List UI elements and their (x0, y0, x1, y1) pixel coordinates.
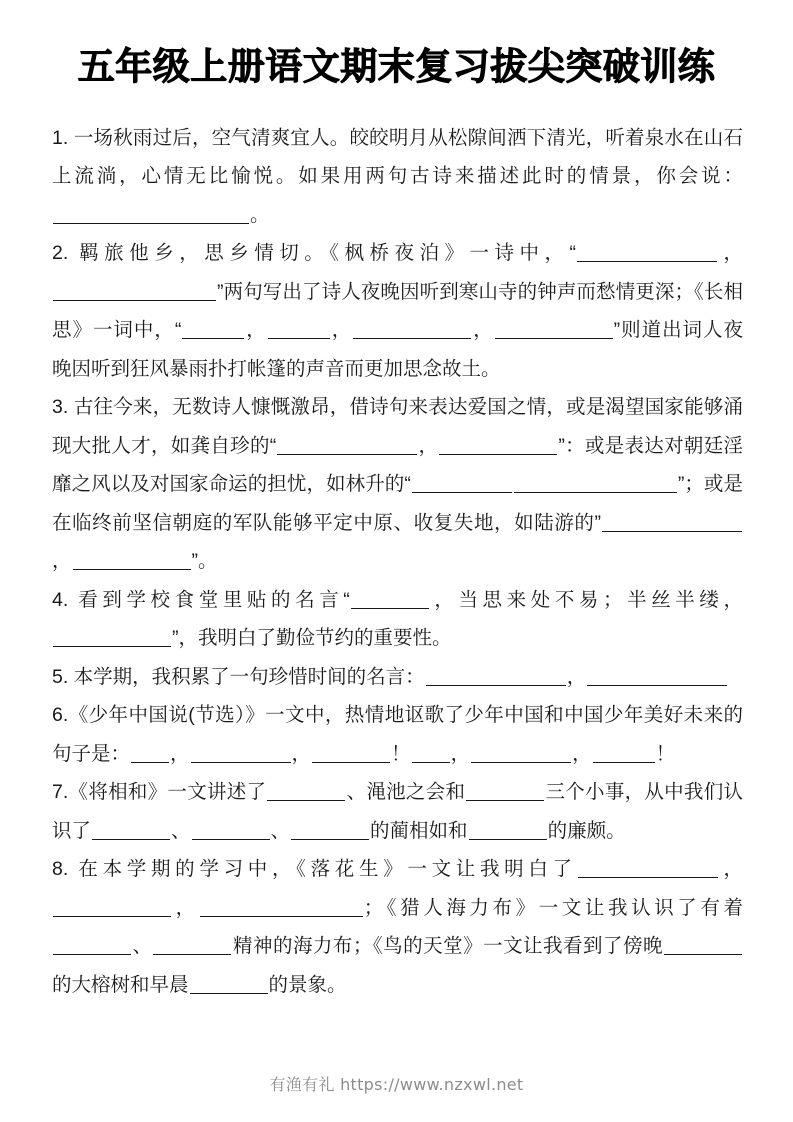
question-text: ”；或是在临终前坚信朝庭的军队能够平定中原、收复失地，如陆游的” (52, 473, 744, 534)
answer-blank[interactable] (153, 937, 231, 955)
answer-blank[interactable] (466, 783, 544, 801)
question-text: ， (572, 742, 592, 765)
answer-blank[interactable] (53, 629, 171, 647)
answer-blank[interactable] (53, 206, 249, 224)
question-text: ，当思来处不易；半丝半缕， (429, 588, 743, 611)
question-text: 7.《将相和》一文讲述了 (52, 781, 267, 804)
answer-blank[interactable] (267, 783, 345, 801)
question-list (0, 119, 793, 1005)
answer-blank[interactable] (353, 321, 471, 339)
answer-blank[interactable] (351, 591, 429, 609)
question-text: ”：或是表达对朝廷淫靡之风以及对国家命运的担忧，如林升的“ (52, 434, 743, 496)
answer-blank[interactable] (587, 668, 727, 686)
answer-blank[interactable] (53, 937, 131, 955)
answer-blank[interactable] (268, 321, 330, 339)
question-text: 的景象。 (268, 973, 347, 996)
question-7 (52, 773, 743, 850)
question-text: ， (566, 665, 587, 688)
question-text: ， (418, 434, 439, 457)
answer-blank[interactable] (412, 745, 450, 763)
question-text: 8. 在本学期的学习中，《落花生》一文让我明白了 (52, 858, 577, 881)
question-text: ， (170, 742, 190, 765)
question-text: 三个小事，从中我们认识了 (52, 781, 743, 842)
answer-blank[interactable] (312, 745, 390, 763)
question-text: 1. 一场秋雨过后，空气清爽宜人。皎皎明月从松隙间洒下清光，听着泉水在山石上流淌，心情无比愉悦。如果用两句古诗来描述此时的情景，你会说： (52, 126, 743, 188)
question-text: 4. 看到学校食堂里贴的名言“ (52, 588, 350, 611)
answer-blank[interactable] (191, 745, 291, 763)
question-text: 2. 羁旅他乡，思乡情切。《枫桥夜泊》一诗中，“ (52, 242, 576, 265)
question-8 (52, 850, 743, 1004)
answer-blank[interactable] (73, 552, 191, 570)
question-text: 、渑池之会和 (346, 781, 466, 804)
question-text: 精神的海力布；《鸟的天堂》一文让我看到了傍晚 (232, 935, 663, 958)
question-text: ， (450, 742, 471, 765)
question-4 (52, 581, 743, 658)
question-text: ”。 (191, 550, 218, 573)
question-3 (52, 388, 743, 581)
answer-blank[interactable] (291, 822, 369, 840)
question-text: ；《猎人海力布》一文让我认识了有着 (363, 896, 743, 919)
question-text: 、 (132, 935, 153, 958)
question-text: ， (52, 550, 72, 573)
answer-blank[interactable] (469, 822, 547, 840)
question-text: 的蔺相如和 (370, 819, 468, 842)
question-text: 6.《少年中国说(节选）》一文中，热情地讴歌了少年中国和中国少年美好未来的句子是： (52, 704, 743, 765)
footer-watermark: 有渔有礼 https://www.nzxwl.net (269, 1075, 524, 1094)
answer-blank[interactable] (182, 321, 244, 339)
answer-blank[interactable] (92, 822, 170, 840)
page-title: 五年级上册语文期末复习拔尖突破训练 (77, 45, 716, 88)
question-text: 的廉颇。 (547, 819, 626, 842)
answer-blank[interactable] (192, 822, 270, 840)
answer-blank[interactable] (514, 475, 677, 493)
question-text: ”两句写出了诗人夜晚因听到寒山寺的钟声而愁情更深；《长相思》一词中，“ (52, 280, 743, 342)
answer-blank[interactable] (578, 860, 718, 878)
question-text: 、 (171, 819, 191, 842)
question-1 (52, 119, 743, 235)
answer-blank[interactable] (131, 745, 169, 763)
question-text: 的大榕树和早晨 (52, 973, 189, 996)
question-text: ”，我明白了勤俭节约的重要性。 (172, 627, 452, 650)
answer-blank[interactable] (471, 745, 571, 763)
answer-blank[interactable] (200, 899, 363, 917)
question-text: ！ (655, 742, 676, 765)
question-text: ， (718, 858, 743, 881)
answer-blank[interactable] (577, 244, 717, 262)
answer-blank[interactable] (495, 321, 613, 339)
question-text: ！ (391, 742, 411, 765)
answer-blank[interactable] (439, 437, 557, 455)
question-text: 。 (250, 203, 270, 226)
question-text: ， (717, 242, 743, 265)
answer-blank[interactable] (593, 745, 655, 763)
answer-blank[interactable] (190, 976, 268, 994)
question-text: 3. 古往今来，无数诗人慷慨激昂，借诗句来表达爱国之情，或是渴望国家能够涌现大批人才，如龚自珍的“ (52, 396, 743, 457)
answer-blank[interactable] (277, 437, 417, 455)
question-text: 、 (270, 819, 291, 842)
question-text: ”则道出词人夜晚因听到狂风暴雨扑打帐篷的声音而更加思念故土。 (52, 319, 743, 380)
question-2 (52, 234, 743, 388)
answer-blank[interactable] (602, 514, 742, 532)
question-text: ， (330, 319, 353, 342)
answer-blank[interactable] (53, 899, 171, 917)
question-text: ， (472, 319, 494, 342)
question-text: ， (291, 742, 312, 765)
question-text: ， (172, 896, 199, 919)
question-5 (52, 658, 743, 697)
question-text: ， (245, 319, 267, 342)
answer-blank[interactable] (426, 668, 566, 686)
answer-blank[interactable] (412, 475, 512, 493)
answer-blank[interactable] (664, 937, 742, 955)
question-text: 5. 本学期，我积累了一句珍惜时间的名言： (52, 665, 425, 688)
answer-blank[interactable] (53, 283, 216, 301)
question-6 (52, 696, 743, 773)
